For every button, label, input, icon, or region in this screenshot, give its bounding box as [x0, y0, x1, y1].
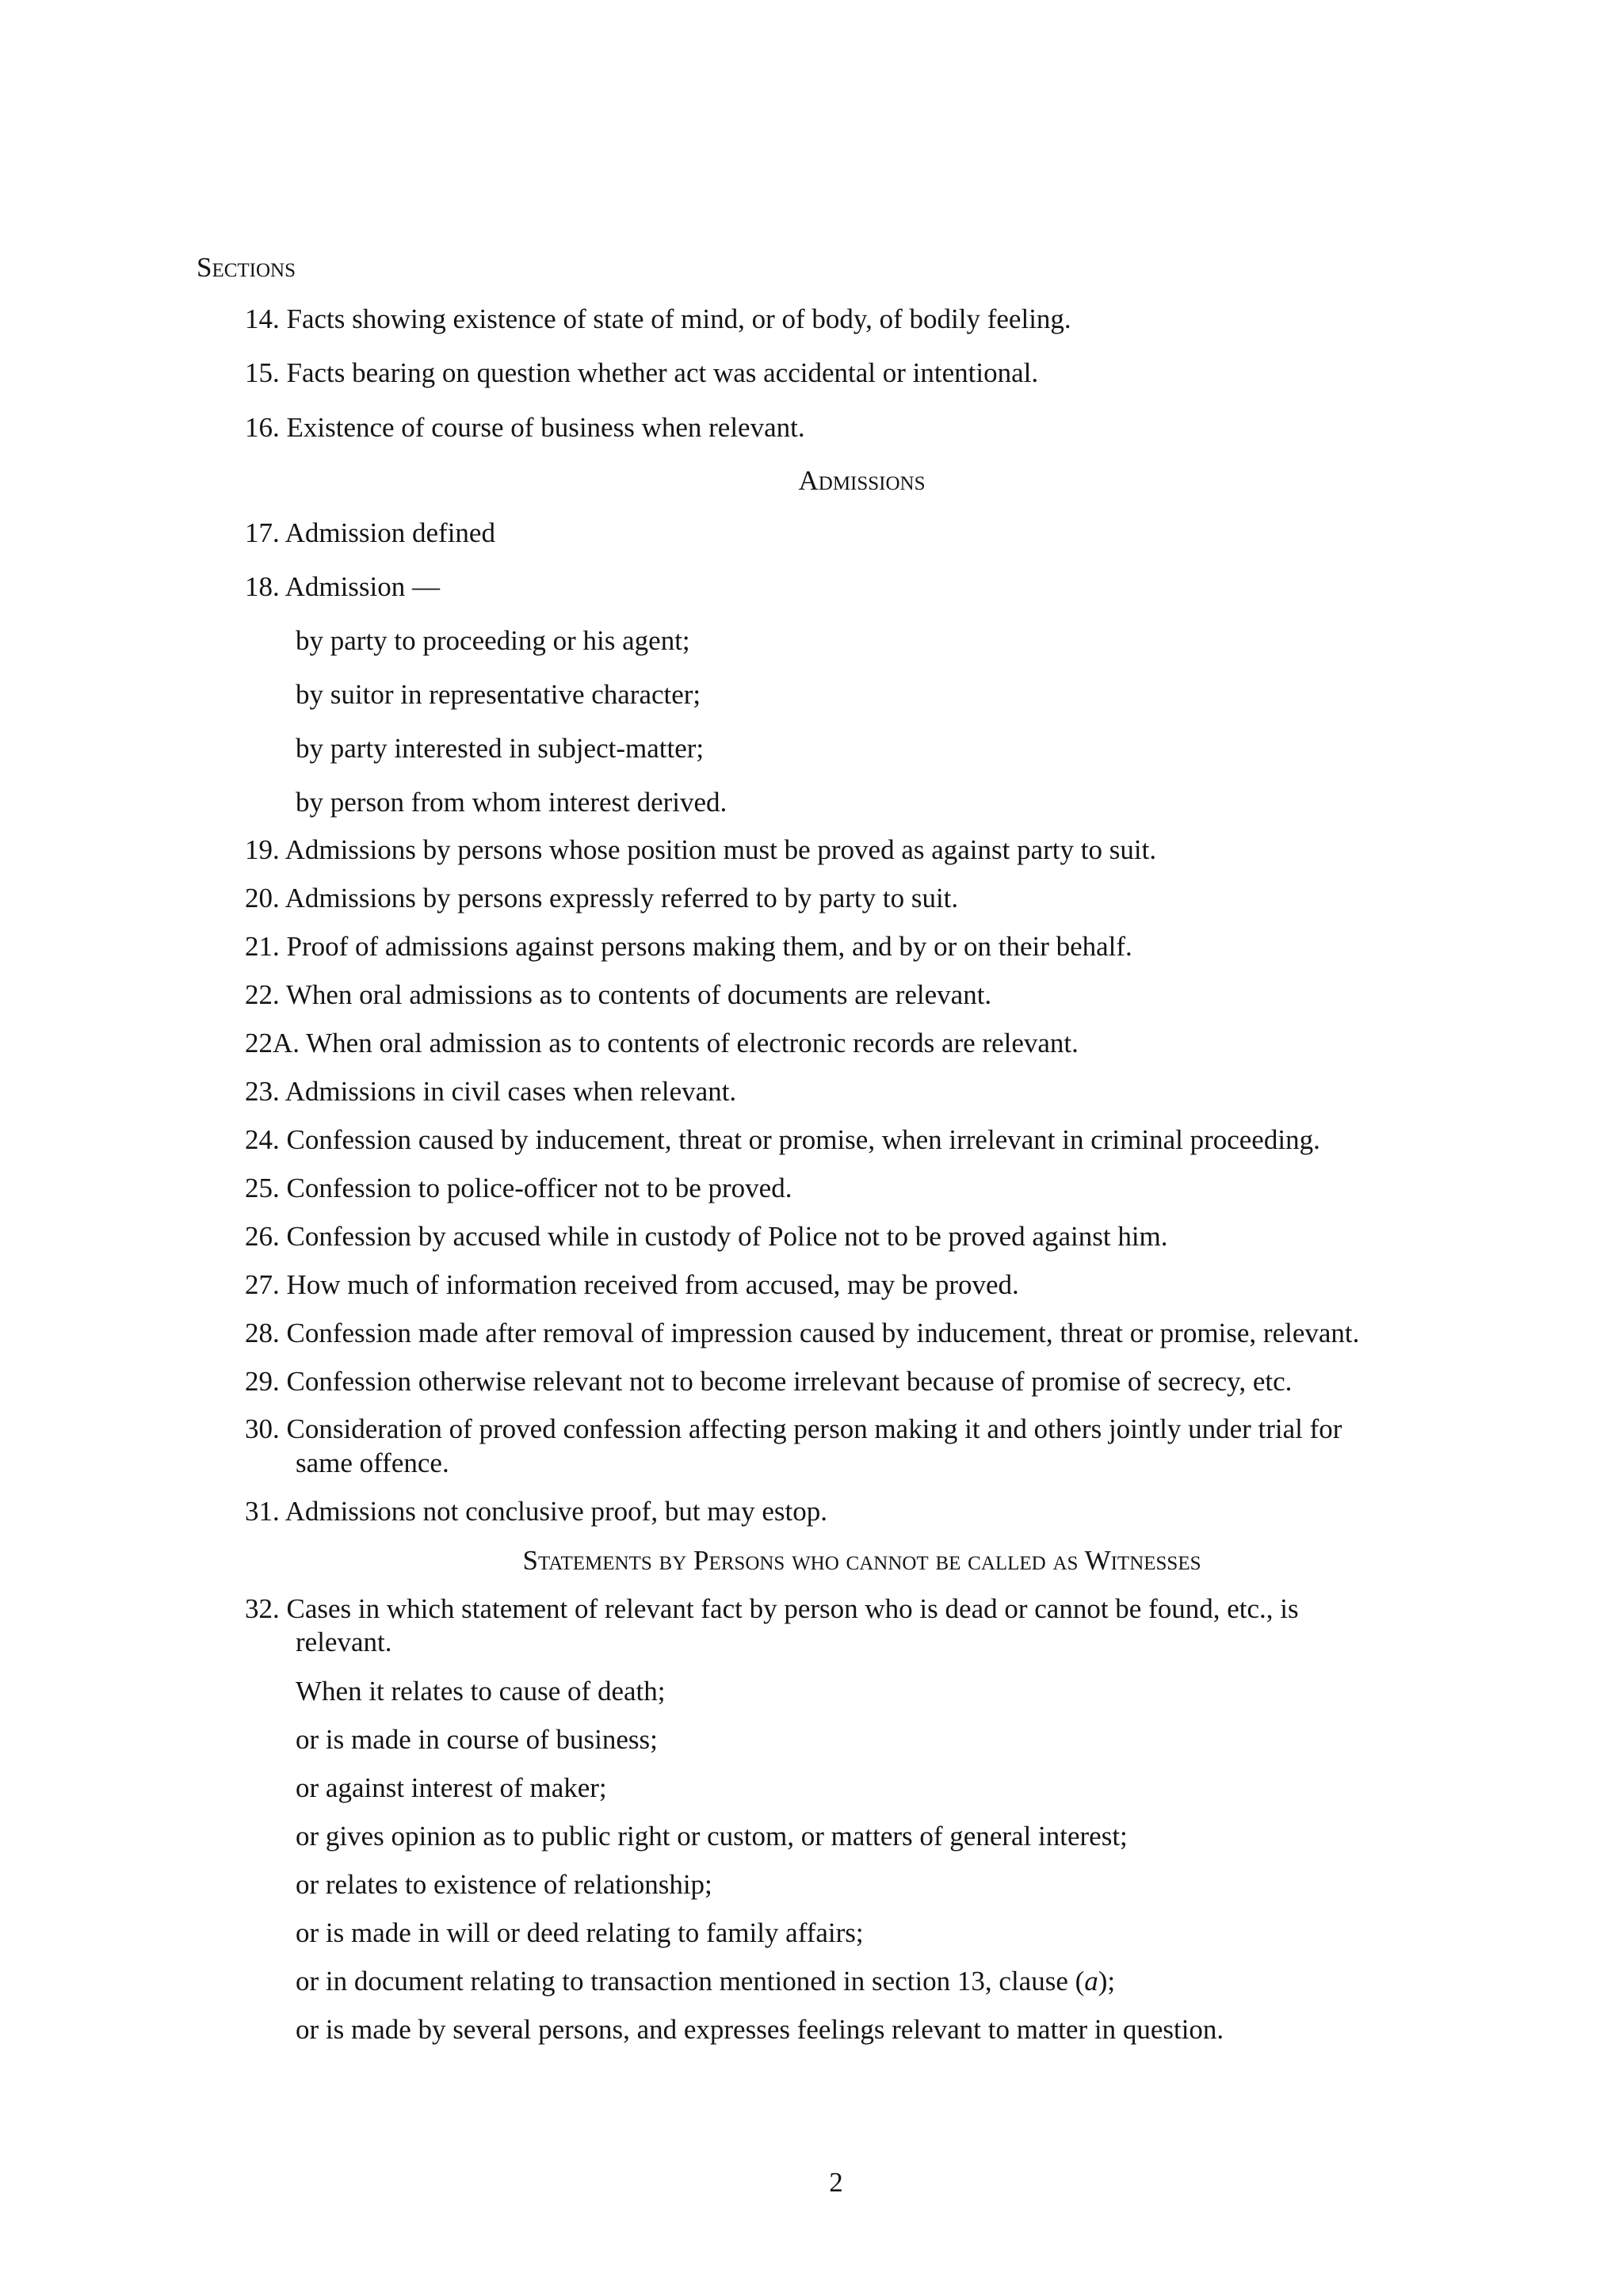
- section-18-sub-item: by party interested in subject-matter;: [296, 733, 705, 764]
- section-18-sub-item: by party to proceeding or his agent;: [296, 625, 690, 656]
- section-entry-23: 23. Admissions in civil cases when relevant.: [245, 1076, 737, 1107]
- section-entry-26: 26. Confession by accused while in custody of Police not to be proved against him.: [245, 1221, 1168, 1252]
- section-entry-14: 14. Facts showing existence of state of mind, or of body, of bodily feeling.: [245, 303, 1071, 334]
- section-entry-28: 28. Confession made after removal of impression caused by inducement, threat or promise, relevant.: [245, 1318, 1360, 1348]
- section-32-sub-item: or relates to existence of relationship;: [296, 1869, 712, 1900]
- section-entry-16: 16. Existence of course of business when relevant.: [245, 412, 805, 443]
- statements-heading: Statements by Persons who cannot be called as Witnesses: [522, 1545, 1201, 1576]
- section-32-sub-item: or against interest of maker;: [296, 1772, 607, 1803]
- section-18-sub-item: by person from whom interest derived.: [296, 787, 727, 818]
- section-entry-17: 17. Admission defined: [245, 517, 495, 548]
- section-entry-27: 27. How much of information received from accused, may be proved.: [245, 1269, 1019, 1300]
- section-entry-32: 32. Cases in which statement of relevant fact by person who is dead or cannot be found, etc., is: [245, 1593, 1299, 1624]
- section-entry-24: 24. Confession caused by inducement, threat or promise, when irrelevant in criminal proceeding.: [245, 1124, 1320, 1155]
- section-entry-15: 15. Facts bearing on question whether act was accidental or intentional.: [245, 357, 1039, 388]
- section-entry-21: 21. Proof of admissions against persons making them, and by or on their behalf.: [245, 931, 1132, 962]
- section-entry-18: 18. Admission —: [245, 571, 441, 602]
- admissions-heading: Admissions: [798, 465, 926, 496]
- section-32-sub-item: When it relates to cause of death;: [296, 1676, 666, 1707]
- section-entry-22a: 22A. When oral admission as to contents of electronic records are relevant.: [245, 1028, 1079, 1058]
- section-entry-20: 20. Admissions by persons expressly referred to by party to suit.: [245, 883, 959, 913]
- section-entry-32-continuation: relevant.: [296, 1627, 392, 1657]
- sections-heading: Sections: [197, 252, 296, 283]
- section-entry-30: 30. Consideration of proved confession affecting person making it and others jointly under trial for: [245, 1413, 1342, 1444]
- sub-item-text-end: );: [1098, 1966, 1116, 1997]
- section-18-sub-item: by suitor in representative character;: [296, 679, 701, 710]
- section-entry-22: 22. When oral admissions as to contents of documents are relevant.: [245, 979, 992, 1010]
- section-32-sub-item: or gives opinion as to public right or custom, or matters of general interest;: [296, 1821, 1128, 1852]
- page-number: 2: [829, 2167, 843, 2198]
- sub-item-text: or in document relating to transaction mentioned in section 13, clause (: [296, 1966, 1085, 1997]
- section-entry-25: 25. Confession to police-officer not to be proved.: [245, 1173, 792, 1203]
- section-32-sub-item: or is made in course of business;: [296, 1724, 658, 1755]
- section-entry-19: 19. Admissions by persons whose position must be proved as against party to suit.: [245, 834, 1157, 865]
- section-32-sub-item-document: [296, 1967, 1115, 1995]
- clause-letter: a: [1084, 1966, 1098, 1997]
- section-entry-29: 29. Confession otherwise relevant not to become irrelevant because of promise of secrecy, etc.: [245, 1366, 1293, 1397]
- section-entry-31: 31. Admissions not conclusive proof, but may estop.: [245, 1496, 827, 1527]
- section-entry-30-continuation: same offence.: [296, 1447, 449, 1478]
- section-32-sub-item: or is made in will or deed relating to family affairs;: [296, 1917, 864, 1948]
- section-32-sub-item: or is made by several persons, and expresses feelings relevant to matter in question.: [296, 2014, 1224, 2045]
